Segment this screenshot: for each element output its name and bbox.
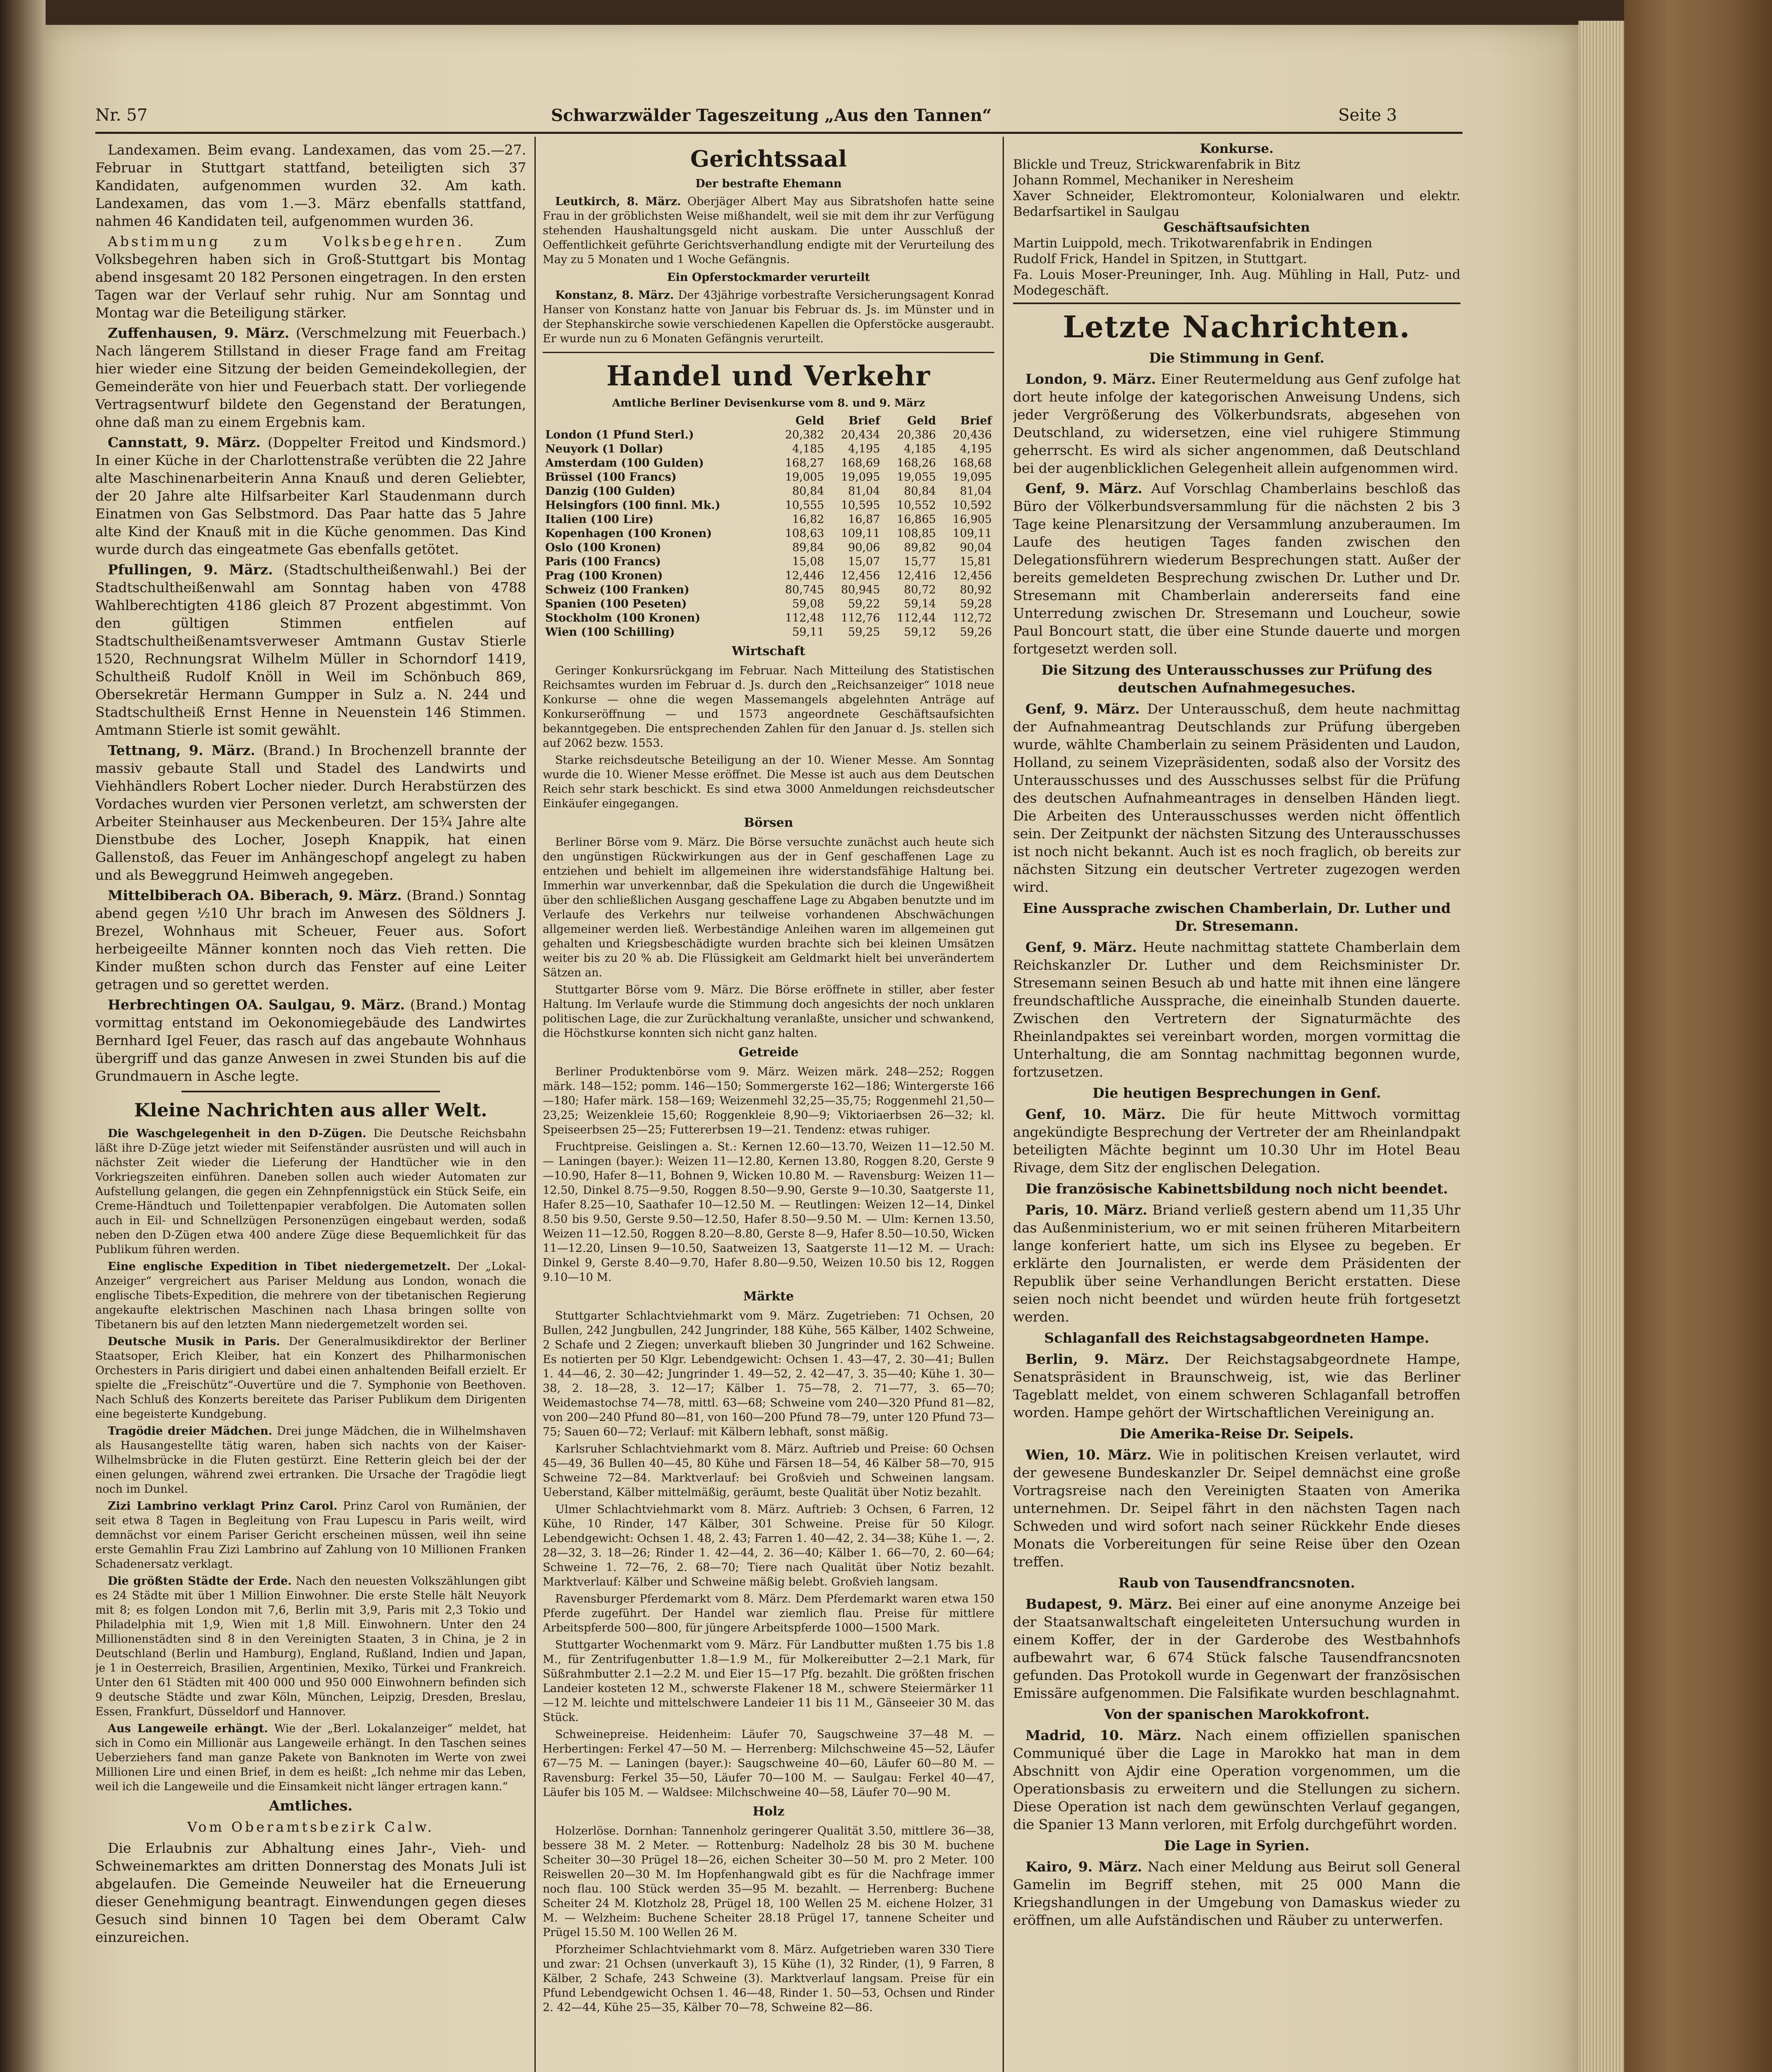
news-item: Eine englische Expedition in Tibet niedergemetzelt. Der „Lokal-Anzeiger“ vergreichert aus Pariser Meldung aus London, wonach die englische Tibets-Expedition, die mehrere von der tibetanischen Regierung angekaufte elektrischen Maschinen nach Lhasa bringen sollte von Tibetanern bis auf den letzten Mann niedergemetzelt worden sei. [95, 1260, 526, 1331]
article: London, 9. März. Einer Reutermeldung aus Genf zufolge hat dort heute infolge der kategorischen Anweisung Undens, sich jeder Vergrößerung des Völkerbundsrats, abgesehen von Deutschland, zu widersetzen, eine viel ruhigere Stimmung geherrscht. Es wird als sicher angenommen, daß Deutschland bei der augenblicklichen Gelegenheit allein aufgenommen wird. [1013, 371, 1460, 476]
section-title-maerkte: Märkte [743, 1289, 794, 1304]
divider [1013, 303, 1460, 304]
book-cover [1624, 0, 1772, 2072]
table-cell: 109,11 [841, 527, 880, 540]
kleine-nachrichten-body [95, 1126, 526, 1794]
section-title-gerichtssaal: Gerichtssaal [690, 145, 847, 172]
book-binding [0, 0, 46, 2072]
table-cell: 112,72 [952, 612, 992, 625]
table-cell: 80,745 [785, 583, 824, 596]
section-title-handel: Handel und Verkehr [606, 360, 931, 392]
notice-entry: Martin Luippold, mech. Trikotwarenfabrik in Endingen [1013, 236, 1373, 251]
section-title-amtliches: Amtliches. [269, 1798, 353, 1814]
issue-number: Nr. 57 [95, 106, 148, 125]
table-row [543, 428, 994, 442]
table-cell: 81,04 [960, 485, 992, 498]
table-cell: 20,434 [841, 428, 880, 441]
table-cell: 90,06 [848, 541, 880, 554]
column-header: Brief [849, 414, 880, 427]
table-cell: 112,44 [897, 612, 936, 625]
table-cell: 59,22 [848, 598, 880, 610]
article: Abstimmung zum Volksbegehren. Zum Volksbegehren haben sich in Groß-Stuttgart bis Montag abend insgesamt 20 182 Personen eingetragen. In den ersten Tagen war der Verlauf sehr ruhig. Nur am Sonntag und Montag war die Beteiligung stärker. [95, 233, 526, 321]
table-cell: 108,63 [785, 527, 824, 540]
table-cell: 19,005 [785, 471, 824, 484]
article: Konstanz, 8. März. Der 43jährige vorbestrafte Versicherungsagent Konrad Hanser von Konstanz hatte von Januar bis Februar ds. Js. im Münster und in der Stephanskirche sowie verschiedenen Kapellen die Opferstöcke ausgeraubt. Er wurde nun zu 6 Monaten Gefängnis verurteilt. [543, 289, 994, 345]
table-cell: 59,25 [848, 626, 880, 639]
exchange-rate-table [543, 414, 994, 639]
column-left [95, 141, 526, 2064]
table-cell: Italien (100 Lire) [545, 513, 654, 526]
article: Berliner Börse vom 9. März. Die Börse versuchte zunächst auch heute sich den ungünstigen Rückwirkungen aus der in Genf geschaffenen Lage zu entziehen und behielt im allgemeinen ihre widerstandsfähige Haltung bei. Immerhin war unverkennbar, daß die Spekulation die durch die Ungewißheit über den schließlichen Ausgang geschaffene Lage zu Abgaben benutzte und im Verlaufe des Verkehrs nur teilweise vorhandenen Abschwächungen allgemeiner werden ließ. Werbeständige Anleihen waren im allgemeinen gut gehalten und Kriegsbeschädigte wurden brachte sich bei kleinen Umsätzen weiter bis zu 20 % ab. Die Flüssigkeit am Geldmarkt hielt bei unverändertem Sätzen an. [543, 836, 994, 979]
table-row [543, 555, 994, 569]
notice-entry: Blickle und Treuz, Strickwarenfabrik in Bitz [1013, 157, 1301, 172]
table-cell: 109,11 [952, 527, 992, 540]
table-cell: 15,08 [792, 555, 824, 568]
article: Mittelbiberach OA. Biberach, 9. März. (Brand.) Sonntag abend gegen ½10 Uhr brach im Anwesen des Söldners J. Brezel, Wohnhaus mit Scheuer, Feuer aus. Sofort herbeigeeilte Männer konnten noch das Vieh retten. Die Kinder mußten schon durch das Fenster auf eine Leiter getragen und so gerettet werden. [95, 887, 526, 992]
table-cell: 10,555 [785, 499, 824, 512]
notice-entry: Fa. Louis Moser-Preuninger, Inh. Aug. Mühling in Hall, Putz- und Modegeschäft. [1013, 267, 1460, 298]
page-edges [1579, 21, 1624, 2072]
article: Budapest, 9. März. Bei einer auf eine anonyme Anzeige bei der Staatsanwaltschaft eingeleiteten Untersuchung wurden in einem Koffer, der in der Garderobe des Westbahnhofs aufbewahrt war, 6 674 Stück falsche Tausendfrancsnoten gefunden. Das Protokoll wurde in Gegenwart der französischen Emissäre aufgenommen. Die Falsifikate wurden beschlagnahmt. [1013, 1596, 1460, 1701]
table-row [543, 442, 994, 456]
table-cell: Danzig (100 Gulden) [545, 485, 676, 498]
table-cell: Oslo (100 Kronen) [545, 541, 661, 554]
article-title: Die Stimmung in Genf. [1149, 350, 1325, 366]
news-item: Tragödie dreier Mädchen. Drei junge Mädchen, die in Wilhelmshaven als Hausangestellte tätig waren, haben sich nachts von der Kaiser-Wilhelmsbrücke in die Fluten gestürzt. Eine Retterin gleich bei der der einen gelungen, während zwei ertranken. Die Ursache der Tragödie liegt noch im Dunkel. [95, 1425, 526, 1496]
page-number: Seite 3 [1338, 106, 1397, 125]
table-cell: 59,08 [792, 598, 824, 610]
column-header [543, 414, 771, 428]
table-cell: 16,905 [952, 513, 992, 526]
table-row [543, 541, 994, 555]
table-cell: 80,92 [960, 583, 992, 596]
header-rule [95, 132, 1463, 134]
section-title-boersen: Börsen [744, 816, 793, 830]
table-cell: 19,055 [897, 471, 936, 484]
table-cell: 80,945 [841, 583, 880, 596]
article: Holzerlöse. Dornhan: Tannenholz geringerer Qualität 3.50, mittlere 36—38, bessere 38 M. 2 Meter. — Rottenburg: Nadelholz 28 bis 30 M. buchene Scheiter 30—30 Prügel 18—26, eichen Scheiter 30—50 M. pro 2 Meter. 100 Reiswellen 20—30 M. Im Hopfenhangwald gibt es für die Nachfrage immer noch flau. 100 Stück werden 35—95 M. bezahlt. — Herrenberg: Buchene Scheiter 24 M. Klotzholz 28, Prügel 18, 100 Wellen 25 M. eichene Holzer, 31 M. — Welzheim: Buchene Scheiter 28.18 Prügel 17, tannene Scheiter und Prügel 15.50 M. 100 Wellen 26 M. [543, 1825, 994, 1939]
news-item: Deutsche Musik in Paris. Der Generalmusikdirektor der Berliner Staatsoper, Erich Kleiber, hat ein Konzert des Philharmonischen Orchesters in Paris dirigiert und dabei einen anhaltenden Beifall erzielt. Er spielte die „Freischütz“-Ouvertüre und die 7. Symphonie von Beethoven. Nach Schluß des Konzerts bereitete das Pariser Publikum dem Dirigenten eine begeisterte Kundgebung. [95, 1335, 526, 1421]
table-cell: 59,28 [960, 598, 992, 610]
table-row [543, 527, 994, 541]
news-item: Zizi Lambrino verklagt Prinz Carol. Prinz Carol von Rumänien, der seit etwa 8 Tagen in Begleitung von Frau Lupescu in Paris weilt, wird demnächst vor einem Pariser Gericht erscheinen müssen, weil ihn seine erste Gemahlin Frau Zizi Lambrino auf Zahlung von 10 Millionen Franken Schadenersatz verklagt. [95, 1500, 526, 1571]
section-title-kleine-nachrichten: Kleine Nachrichten aus aller Welt. [134, 1100, 487, 1121]
table-cell: Wien (100 Schilling) [545, 626, 675, 639]
table-cell: 108,85 [897, 527, 936, 540]
table-cell: Brüssel (100 Francs) [545, 471, 677, 484]
table-cell: 112,48 [785, 612, 824, 625]
table-cell: 80,84 [792, 485, 824, 498]
table-row [543, 513, 994, 527]
table-row [543, 597, 994, 611]
article: Die Erlaubnis zur Abhaltung eines Jahr-, Vieh- und Schweinemarktes am dritten Donnerstag des Monats Juli ist abgelaufen. Die Gemeinde Neuweiler hat die Erneuerung dieser Genehmigung beantragt. Einwendungen gegen dieses Gesuch sind binnen 10 Tagen bei dem Oberamt Calw einzureichen. [95, 1840, 526, 1945]
table-cell: Prag (100 Kronen) [545, 569, 663, 582]
column-middle [543, 141, 994, 2072]
news-item: Die Waschgelegenheit in den D-Zügen. Die Deutsche Reichsbahn läßt ihre D-Züge jetzt wieder mit Seifenständer ausrüsten und will auch in nächster Zeit wieder die Lieferung der Handtücher wie in den Vorkriegszeiten einführen. Daneben sollen auch wieder Automaten zur Aufstellung gelangen, die gegen ein Zehnpfennigstück ein Stück Seife, ein Creme-Händtuch und Toilettenpapier verabfolgen. Die Automaten sollen auch in Eil- und Schnellzügen Personenzügen eingebaut werden, sodaß neben den D-Zügen etwa 400 andere Züge diese Bequemlichkeit für das Publikum führen werden. [95, 1127, 526, 1256]
table-cell: 59,14 [904, 598, 936, 610]
table-cell: 80,72 [904, 583, 936, 596]
section-title-holz: Holz [752, 1804, 785, 1819]
article-title: Von der spanischen Marokkofront. [1104, 1706, 1370, 1722]
article: Landexamen. Beim evang. Landexamen, das vom 25.—27. Februar in Stuttgart stattfand, beteiligten sich 37 Kandidaten, aufgenommen wurden 32. Am kath. Landexamen, das vom 1.—3. März ebenfalls stattfand, nahmen 46 Kandidaten teil, aufgenommen wurden 36. [95, 142, 526, 229]
article: Karlsruher Schlachtviehmarkt vom 8. März. Auftrieb und Preise: 60 Ochsen 45—49, 36 Bullen 40—45, 80 Kühe und Färsen 18—54, 46 Kälber 58—70, 915 Schweine 72—84. Marktverlauf: bei Großvieh und Schweinen langsam. Ueberstand, Kälber mittelmäßig, geräumt, beste Qualität über Notiz bezahlt. [543, 1443, 994, 1499]
article: Tettnang, 9. März. (Brand.) In Brochenzell brannte der massiv gebaute Stall und Stadel des Landwirts und Viehhändlers Robert Locher nieder. Durch Herabstürzen des Vordaches wurden vier Personen verletzt, am schwersten der Arbeiter Steinhauser aus Meckenbeuren. Der 15¾ Jahre alte Dienstbube des Locher, Joseph Knappik, hat einen Gallenstoß, das Feuer im Anhängeschopf angelegt zu haben und als Beweggrund Heimweh angegeben. [95, 742, 526, 883]
article: Kairo, 9. März. Nach einer Meldung aus Beirut soll General Gamelin im Begriff stehen, mit 25 000 Mann die Kriegshandlungen in der Umgebung von Damaskus wieder zu eröffnen, um alle Aufständischen und Räuber zu unterwerfen. [1013, 1859, 1460, 1928]
table-cell: 168,26 [897, 457, 936, 470]
table-cell: 15,77 [904, 555, 936, 568]
table-cell: 81,04 [848, 485, 880, 498]
table-cell: 15,81 [960, 555, 992, 568]
table-cell: 20,382 [785, 428, 824, 441]
table-cell: 4,195 [960, 443, 992, 455]
notices-box [1013, 141, 1460, 298]
table-cell: 89,84 [792, 541, 824, 554]
article: Herbrechtingen OA. Saulgau, 9. März. (Brand.) Montag vormittag entstand im Oekonomiegebäude des Landwirtes Bernhard Igel Feuer, das rasch auf das angebaute Wohnhaus übergriff und das ganze Anwesen in zwei Stunden bis auf die Grundmauern in Asche legte. [95, 997, 526, 1084]
table-cell: Amsterdam (100 Gulden) [545, 457, 704, 470]
table-cell: 4,185 [904, 443, 936, 455]
article-title: Der bestrafte Ehemann [695, 177, 842, 190]
article: Geringer Konkursrückgang im Februar. Nach Mitteilung des Statistischen Reichsamtes wurden im Februar d. Js. durch den „Reichsanzeiger“ 1018 neue Konkurse — ohne die wegen Massemangels abgelehnten Anträge auf Konkurseröffnung — und 1573 angeordnete Geschäftsaufsichten bekanntgegeben. Die entsprechenden Zahlen für den Januar d. Js. stellen sich auf 2062 bezw. 1553. [543, 664, 994, 750]
table-body [543, 428, 994, 639]
article: Schweinepreise. Heidenheim: Läufer 70, Saugschweine 37—48 M. — Herbertingen: Ferkel 47—50 M. — Herrenberg: Milchschweine 45—52, Läufer 67—75 M. — Laningen (bayer.): Saugschweine 40—60, Läufer 60—80 M. — Ravensburg: Ferkel 35—50, Läufer 70—100 M. — Saulgau: Ferkel 40—47, Läufer bis 105 M. — Waldsee: Milchschweine 40—58, Läufer 70—90 M. [543, 1728, 994, 1799]
article-title: Die Amerika-Reise Dr. Seipels. [1119, 1426, 1354, 1442]
article: Berlin, 9. März. Der Reichstagsabgeordnete Hampe, Senatspräsident in Braunschweig, ist, wie das Berliner Tageblatt meldet, von einem schweren Schlaganfall betroffen worden. Hampe gehört der Wirtschaftlichen Vereinigung an. [1013, 1351, 1460, 1421]
table-cell: 12,456 [841, 569, 880, 582]
table-row [543, 484, 994, 499]
article: Stuttgarter Wochenmarkt vom 9. März. Für Landbutter mußten 1.75 bis 1.8 M., für Zentrifugenbutter 1.8—1.9 M., für Molkereibutter 2—2.1 Mark, für Süßrahmbutter 2.1—2.2 M. und Eier 15—17 Pfg. bezahlt. Die größten frischen Landeier kosteten 12 M., schwerste Flakener 18 M., schwere Steiermärker 11—12 M. leichte und mittelschwere Landeier 11 bis 11 M., Gänseeier 30 M. das Stück. [543, 1639, 994, 1724]
table-row [543, 499, 994, 513]
table-cell: Schweiz (100 Franken) [545, 583, 689, 596]
article-title: Ein Opferstockmarder verurteilt [667, 271, 870, 284]
article: Berliner Produktenbörse vom 9. März. Weizen märk. 248—252; Roggen märk. 148—152; pomm. 146—150; Sommergerste 162—186; Wintergerste 166—180; Hafer märk. 158—169; Weizenmehl 32,25—35,75; Roggenmehl 21,50—23,25; Weizenkleie 15,60; Roggenkleie 8,90—9; Viktoriaerbsen 26—32; kl. Speiseerbsen 25—25; Futtererbsen 19—21. Tendenz: etwas ruhiger. [543, 1065, 994, 1136]
table-cell: 59,26 [960, 626, 992, 639]
table-cell: 168,68 [952, 457, 992, 470]
table-cell: 59,12 [904, 626, 936, 639]
table-cell: 4,185 [792, 443, 824, 455]
masthead: Schwarzwälder Tageszeitung „Aus den Tannen“ [551, 106, 992, 125]
table-cell: 10,595 [841, 499, 880, 512]
table-row [543, 625, 994, 639]
table-cell: 168,69 [841, 457, 880, 470]
table-cell: 16,82 [792, 513, 824, 526]
article: Genf, 9. März. Heute nachmittag stattete Chamberlain dem Reichskanzler Dr. Luther und dem Reichsminister Dr. Stresemann seinen Besuch ab und hatte mit ihnen eine längere freundschaftliche Aussprache, die eineinhalb Stunden dauerte. Zwischen den Vertretern der Signaturmächte des Rheinlandpaktes sei vereinbart worden, morgen vormittag die Unterhaltung, die am Sonntag nachmittag begonnen wurde, fortzusetzen. [1013, 939, 1460, 1080]
table-row [543, 569, 994, 583]
article: Genf, 10. März. Die für heute Mittwoch vormittag angekündigte Besprechung der Vertreter der am Rheinlandpakt beteiligten Mächte beginnt um 10.30 Uhr im Hotel Beau Rivage, dem Sitz der englischen Delegation. [1013, 1106, 1460, 1176]
article: Zuffenhausen, 9. März. (Verschmelzung mit Feuerbach.) Nach längerem Stillstand in dieser Frage fand am Freitag hier wieder eine Sitzung der beiden Gemeindekollegien, der Gemeinderäte von hier und Feuerbach statt. Der vorliegende Vertragsentwurf bildete den Gegenstand der Beratungen, ohne daß man zu einem Ergebnis kam. [95, 325, 526, 430]
table-cell: 10,592 [952, 499, 992, 512]
table-cell: 20,386 [897, 428, 936, 441]
table-cell: 16,87 [848, 513, 880, 526]
column-rule [1003, 137, 1004, 2072]
table-cell: 168,27 [785, 457, 824, 470]
article: Pfullingen, 9. März. (Stadtschultheißenwahl.) Bei der Stadtschultheißenwahl am Sonntag haben von 4788 Wahlberechtigten 4186 gleich 87 Prozent abgestimmt. Von den gültigen Stimmen entfielen auf Stadtschultheißenamtsverweser Amtmann Gustav Stierle 1520, Rechnungsrat Wilhelm Müller in Schorndorf 1419, Schultheiß Rudolf Knöll in Weil im Schönbuch 869, Obersekretär Hermann Gumpper in Sulz a. N. 244 und Stadtschultheiß Ernst Henne in Neuenstein 146 Stimmen. Amtmann Stierle ist somit gewählt. [95, 562, 526, 738]
table-cell: London (1 Pfund Sterl.) [545, 428, 694, 441]
article-title: Die Sitzung des Unterausschusses zur Prüfung des deutschen Aufnahmegesuches. [1041, 662, 1432, 696]
running-header [95, 106, 1463, 135]
table-cell: Helsingfors (100 finnl. Mk.) [545, 499, 720, 512]
table-cell: Stockholm (100 Kronen) [545, 612, 701, 625]
table-cell: 19,095 [841, 471, 880, 484]
article: Ravensburger Pferdemarkt vom 8. März. Dem Pferdemarkt waren etwa 150 Pferde zugeführt. Der Handel war ziemlich flau. Preise für mittlere Arbeitspferde 500—800, für jüngere Arbeitspferde 1000—1500 Mark. [543, 1593, 994, 1634]
article: Leutkirch, 8. März. Oberjäger Albert May aus Sibratshofen hatte seine Frau in der gröblichsten Weise mißhandelt, weil sie mit dem ihr zur Verfügung stehenden Haushaltungsgeld nicht auskam. Die unter Ausschluß der Oeffentlichkeit geführte Gerichtsverhandlung endigte mit der Verurteilung des May zu 5 Monaten und 1 Woche Gefängnis. [543, 195, 994, 266]
article: Wien, 10. März. Wie in politischen Kreisen verlautet, wird der gewesene Bundeskanzler Dr. Seipel demnächst eine große Vortragsreise nach den Vereinigten Staaten von Amerika unternehmen. Dr. Seipel fährt in den nächsten Tagen nach Schweden und wird sofort nach seiner Rückkehr Ende dieses Monats die Vorbereitungen für seine Reise über den Ozean treffen. [1013, 1447, 1460, 1570]
fx-table-title: Amtliche Berliner Devisenkurse vom 8. und 9. März [612, 397, 925, 409]
article: Starke reichsdeutsche Beteiligung an der 10. Wiener Messe. Am Sonntag wurde die 10. Wiener Messe eröffnet. Die Messe ist auch aus dem Deutschen Reich sehr stark beschickt. Es sind etwa 3000 Anmeldungen reichsdeutscher Einkäufer eingegangen. [543, 754, 994, 810]
table-cell: 20,436 [952, 428, 992, 441]
table-row [543, 583, 994, 597]
divider [181, 1091, 440, 1092]
article-title: Die heutigen Besprechungen in Genf. [1092, 1085, 1381, 1101]
table-cell: 19,095 [952, 471, 992, 484]
article: Pforzheimer Schlachtviehmarkt vom 8. März. Aufgetrieben waren 330 Tiere und zwar: 21 Ochsen (unverkauft 3), 15 Kühe (1), 32 Rinder, (1), 9 Farren, 8 Kälber, 2 Schafe, 243 Schweine (3). Marktverlauf langsam. Preise für ein Pfund Lebendgewicht Ochsen 1. 46—48, Rinder 1. 50—53, Ochsen und Rinder 2. 42—44, Kühe 25—35, Kälber 70—78, Schweine 82—86. [543, 1943, 994, 2014]
article-title: Schlaganfall des Reichstagsabgeordneten Hampe. [1044, 1330, 1429, 1346]
divider [543, 352, 994, 353]
column-right [1013, 141, 1460, 2072]
section-title-letzte-nachrichten: Letzte Nachrichten. [1063, 309, 1411, 344]
notice-heading: Konkurse. [1200, 141, 1274, 156]
article-title: Die französische Kabinettsbildung noch nicht beendet. [1025, 1181, 1448, 1197]
column-rule [534, 137, 536, 2072]
news-item: Aus Langeweile erhängt. Wie der „Berl. Lokalanzeiger“ meldet, hat sich in Como ein Millionär aus Langeweile erhängt. In den Taschen seines Ueberziehers fand man ganze Pakete von Banknoten im Werte von zwei Millionen Lire und einen Brief, in dem es heißt: „Ich nehme mir das Leben, weil ich die Langeweile und die Einsamkeit nicht länger ertragen kann.“ [95, 1722, 526, 1793]
article: Genf, 9. März. Auf Vorschlag Chamberlains beschloß das Büro der Völkerbundsversammlung für die nächsten 2 bis 3 Tage keine Plenarsitzung der Versammlung anzuberaumen. Im Laufe des heutigen Tages fanden zwischen den Delegationsführern wiederum Besprechungen statt. Außer der bereits gemeldeten Besprechung zwischen Dr. Luther und Dr. Stresemann mit Chamberlain andererseits fand eine Unterredung zwischen Dr. Stresemann und Loucheur, sowie Paul Boncourt statt, die über eine Stunde dauerte und morgen fortgesetzt werden soll. [1013, 480, 1460, 657]
table-cell: 4,195 [848, 443, 880, 455]
table-row [543, 611, 994, 625]
article: Madrid, 10. März. Nach einem offiziellen spanischen Communiqué über die Lage in Marokko hat man in dem Abschnitt von Ajdir eine Operation vorgenommen, um die Operationsbasis zu erweitern und die Stellungen zu sichern. Diese Operation ist nach dem gewünschten Verlauf gegangen, die Spanier 13 Mann verloren, mit Erfolg durchgeführt worden. [1013, 1727, 1460, 1832]
table-cell: 12,456 [952, 569, 992, 582]
table-cell: 59,11 [792, 626, 824, 639]
article: Genf, 9. März. Der Unterausschuß, dem heute nachmittag der Aufnahmeantrag Deutschlands zur Prüfung übergeben wurde, wählte Chamberlain zu seinem Präsidenten und Laudon, Holland, zu seinem Vizepräsidenten, sodaß also der Vorsitz des Unterausschusses und des Ausschusses selbst für die Prüfung des deutschen Aufnahmeantrages in denselben Händen liegt. Die Arbeiten des Unterausschusses werden nicht öffentlich sein. Der Zeitpunkt der nächsten Sitzung des Unterausschusses ist noch nicht bekannt. Auch ist es noch fraglich, ob bereits zur nächsten Sitzung ein deutscher Vertreter zugezogen werden wird. [1013, 701, 1460, 895]
column-header: Geld [907, 414, 936, 427]
article-title: Eine Aussprache zwischen Chamberlain, Dr. Luther und Dr. Stresemann. [1023, 900, 1451, 934]
table-cell: Neuyork (1 Dollar) [545, 443, 663, 455]
amtliches-subtitle: Vom Oberamtsbezirk Calw. [187, 1819, 435, 1835]
table-cell: 112,76 [841, 612, 880, 625]
table-cell: Spanien (100 Peseten) [545, 598, 687, 610]
table-cell: 80,84 [904, 485, 936, 498]
section-title-getreide: Getreide [738, 1045, 799, 1060]
notice-entry: Johann Rommel, Mechaniker in Neresheim [1013, 173, 1294, 188]
notice-heading: Geschäftsaufsichten [1163, 220, 1310, 235]
table-row [543, 456, 994, 470]
article: Paris, 10. März. Briand verließ gestern abend um 11,35 Uhr das Außenministerium, wo er mit seinen früheren Mitarbeitern lange konferiert hatte, um sich ins Elysee zu begeben. Er erklärte den Journalisten, er werde dem Präsidenten der Republik über seine Verhandlungen Bericht erstatten. Diese seien noch nicht beendet und würden heute früh fortgesetzt werden. [1013, 1202, 1460, 1325]
section-title-wirtschaft: Wirtschaft [732, 644, 805, 658]
table-row [543, 470, 994, 484]
table-cell: Paris (100 Francs) [545, 555, 661, 568]
notice-entry: Rudolf Frick, Handel in Spitzen, in Stuttgart. [1013, 252, 1307, 266]
column-header: Brief [960, 414, 992, 427]
table-cell: Kopenhagen (100 Kronen) [545, 527, 712, 540]
table-cell: 12,446 [785, 569, 824, 582]
article: Cannstatt, 9. März. (Doppelter Freitod und Kindsmord.) In einer Küche in der Charlottenstraße verübten die 22 Jahre alte Maschinenarbeiterin Anna Knauß und deren Geliebter, der 20 Jahre alte Hilfsarbeiter Karl Staudenmann durch Einatmen von Gas Selbstmord. Das Paar hatte das 5 Jahre alte Kind der Knauß mit in die Küche genommen. Das Kind wurde durch das eingeatmete Gas ebenfalls getötet. [95, 434, 526, 557]
table-cell: 89,82 [904, 541, 936, 554]
article: Fruchtpreise. Geislingen a. St.: Kernen 12.60—13.70, Weizen 11—12.50 M. — Laningen (bayer.): Weizen 11—12.80, Kernen 13.80, Roggen 8.20, Gerste 9—10.90, Hafer 8—11, Bohnen 9, Wicken 10.80 M. — Ravensburg: Weizen 11—12.50, Dinkel 8.75—9.50, Roggen 8.50—9.90, Gerste 9—10.30, Saatgerste 11, Hafer 8.25—10, Saathafer 10—12.50 M. — Reutlingen: Weizen 12—14, Dinkel 8.50 bis 9.50, Gerste 9.50—12.50, Hafer 8.50—9.50 M. — Ulm: Kernen 13.50, Weizen 11—12.50, Roggen 8.20—8.80, Gerste 8—9, Hafer 8.50—10.50, Wicken 11—12.20, Linsen 9—10.50, Saatweizen 13, Saatgerste 11—12 M. — Urach: Dinkel 9, Gerste 8.40—9.70, Hafer 8.80—9.50, Weizen 10.50 bis 12, Roggen 9.10—10 M. [543, 1140, 994, 1284]
article: Stuttgarter Schlachtviehmarkt vom 9. März. Zugetrieben: 71 Ochsen, 20 Bullen, 242 Jungbullen, 242 Jungrinder, 188 Kühe, 565 Kälber, 1402 Schweine, 2 Schafe und 2 Ziegen; unverkauft blieben 30 Jungrinder und 162 Schweine. Es notierten per 50 Klgr. Lebendgewicht: Ochsen 1. 43—47, 2. 30—41; Bullen 1. 44—46, 2. 30—42; Jungrinder 1. 49—52, 2. 42—47, 3. 35—40; Kühe 1. 30—38, 2. 18—28, 3. 12—17; Kälber 1. 75—78, 2. 71—77, 3. 65—70; Weidemastochse 74—78, mittl. 63—68; Schweine vom 240—320 Pfund 81—82, von 200—240 Pfund 80—81, von 160—200 Pfund 78—79, unter 120 Pfund 73—75; Sauen 60—72; Verlauf: mit Kälbern lebhaft, sonst mäßig. [543, 1310, 994, 1438]
table-cell: 12,416 [897, 569, 936, 582]
table-cell: 15,07 [848, 555, 880, 568]
news-item: Die größten Städte der Erde. Nach den neuesten Volkszählungen gibt es 24 Städte mit über 1 Million Einwohner. Die erste Stelle hält Neuyork mit 8; es folgen London mit 7,6, Berlin mit 3,9, Paris mit 2,3 Tokio und Philadelphia mit 1,9, Wien mit 1,8 Mill. Einwohnern. Unter den 24 Millionenstädten sind 8 in den Vereinigten Staaten, 3 in China, je 2 in Deutschland (Berlin und Hamburg), England, Rußland, Indien und Japan, je 1 in Oesterreich, Brasilien, Argentinien, Mexiko, Türkei und Frankreich. Unter den 61 Städten mit 400 000 und 950 000 Einwohnern befinden sich 9 deutsche Städte und zwar Köln, München, Leipzig, Dresden, Breslau, Essen, Frankfurt, Düsseldorf und Hannover. [95, 1575, 526, 1718]
table-header [543, 414, 994, 428]
article-title: Raub von Tausendfrancsnoten. [1118, 1575, 1355, 1591]
article: Stuttgarter Börse vom 9. März. Die Börse eröffnete in stiller, aber fester Haltung. Im Verlaufe wurde die Stimmung doch angesichts der noch unklaren politischen Lage, die zur Zurückhaltung veranlaßte, unsicher und schwankend, die Höchstkurse konnten sich nicht ganz halten. [543, 983, 994, 1040]
table-cell: 16,865 [897, 513, 936, 526]
notice-entry: Xaver Schneider, Elektromonteur, Kolonialwaren und elektr. Bedarfsartikel in Saulgau [1013, 189, 1460, 219]
table-cell: 10,552 [897, 499, 936, 512]
table-cell: 90,04 [960, 541, 992, 554]
article-title: Die Lage in Syrien. [1164, 1837, 1310, 1854]
article: Ulmer Schlachtviehmarkt vom 8. März. Auftrieb: 3 Ochsen, 6 Farren, 12 Kühe, 10 Rinder, 147 Kälber, 301 Schweine. Preise für 50 Kilogr. Lebendgewicht: Ochsen 1. 48, 2. 43; Farren 1. 40—42, 2. 34—38; Kühe 1. —, 2. 28—32, 3. 18—26; Rinder 1. 42—44, 2. 36—40; Kälber 1. 66—70, 2. 60—64; Schweine 1. 72—76, 2. 68—70; Tiere nach Qualität über Notiz bezahlt. Marktverlauf: Kälber und Schweine mäßig belebt. Großvieh langsam. [543, 1503, 994, 1588]
column-header: Geld [795, 414, 824, 427]
